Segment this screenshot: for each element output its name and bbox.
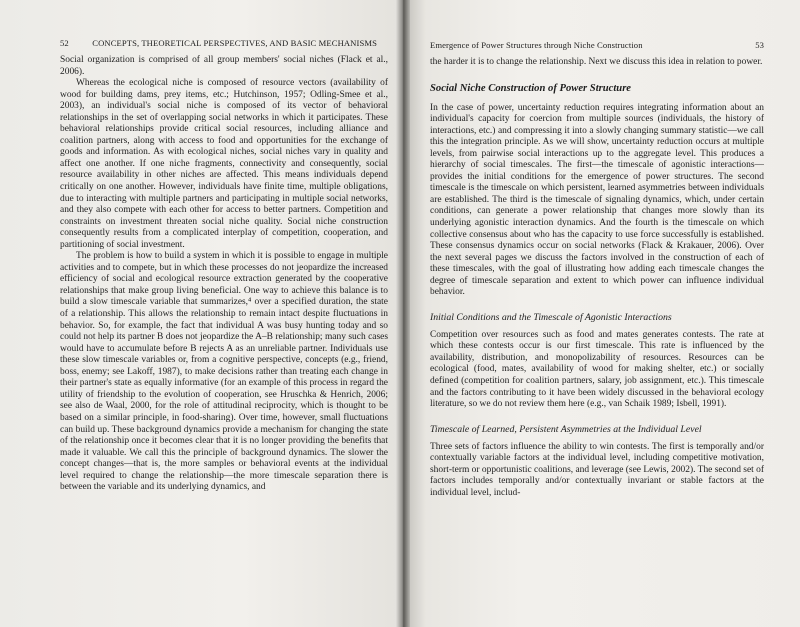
subsection-heading-1: Initial Conditions and the Timescale of Agonistic Interactions <box>430 311 672 323</box>
left-running-head: CONCEPTS, THEORETICAL PERSPECTIVES, AND BASIC MECHANISMS <box>92 38 377 48</box>
right-page <box>402 0 800 627</box>
right-continuation-paragraph: the harder it is to change the relationship. Next we discuss this idea in relation to power. <box>430 57 763 67</box>
section-heading: Social Niche Construction of Power Structure <box>430 82 632 94</box>
left-paragraph-1: Social organization is comprised of all group members' social niches (Flack et al., 2006). <box>60 55 388 77</box>
left-paragraph-2: Whereas the ecological niche is composed of resource vectors (availability of wood for building dams, prey items, etc.; Hutchinson, 1957; Odling-Smee et al., 2003), an individual's social niche is composed of its vector of behavioral relationships in the set of overlapping social networks in which it participates. These behavioral relationships provide critical social resources, including alliance and coalition partners, along with access to food and opportunities for the exchange of goods and information. As with ecological niches, social niches vary in quality and affect one another. If one niche fragments, connectivity and consequently, social resource availability in other niches are affected. This means individuals depend critically on one another. However, individuals have finite time, multiple obligations, due to interacting with multiple partners and participating in multiple social networks, and they also compete with each other for access to better partners. Competition and constraints on investment threaten social niche quality. Social niche construction consequently results from a complicated interplay of competition, cooperation, and partitioning of social investment. <box>60 78 388 250</box>
left-page-header <box>60 38 388 48</box>
left-paragraph-3: The problem is how to build a system in which it is possible to engage in multiple activities and to compete, but in which these processes do not jeopardize the increased efficiency of social and ecological resource extraction generated by the cooperative relationships that make group living beneficial. One way to achieve this balance is to build a slow timescale variable that summarizes,⁴ over a specified duration, the state of a relationship. This allows the relationship to remain intact despite fluctuations in behavior. So, for example, the fact that individual A was busy hunting today and so could not help its partner B does not jeopardize the A–B relationship; many such cases would have to accumulate before B rejects A as an unreliable partner. Individuals use these slow timescale variables or, from a cognitive perspective, concepts (e.g., friend, boss, enemy; see Lakoff, 1987), to make decisions rather than treating each change in their partner's state as equally informative (for an example of this process in regard the utility of friendship to the evolution of cooperation, see Hruschka & Henrich, 2006; see also de Waal, 2000, for the role of attitudinal reciprocity, which is thought to be based on a similar principle, in food-sharing). Over time, however, small fluctuations can build up. These background dynamics provide a mechanism for changing the state of the relationship once it becomes clear that it is no longer providing the benefits that made it valuable. We call this the principle of background dynamics. The slower the concept changes—that is, the more samples or behavioral events at the individual level required to change the relationship—the more timescale separation there is between the variable and its underlying dynamics, and <box>60 251 388 493</box>
subsection-paragraph-1: Competition over resources such as food and mates generates contests. The rate at which these contests occur is our first timescale. This rate is influenced by the availability, distribution, and monopolizability of resources. Resources can be ecological (food, mates, availability of wood for making shelter, etc.) or socially defined (competition for coalition partners, salary, job assignment, etc.). This timescale and the factors contributing to it have been widely discussed in the behavioral ecology literature, so we do not review them here (e.g., van Schaik 1989; Isbell, 1991). <box>430 329 764 410</box>
right-page-number: 53 <box>755 40 764 50</box>
subsection-paragraph-2: Three sets of factors influence the ability to win contests. The first is temporally and/or contextually variable factors at the individual level, including competitive motivation, short-term or opportunistic coalitions, and leverage (see Lewis, 2002). The second set of factors includes temporally and/or contextually invariant or stable factors at the individual level, includ- <box>430 441 764 498</box>
right-running-head: Emergence of Power Structures through Niche Construction <box>430 40 643 50</box>
left-page-number: 52 <box>60 38 69 48</box>
right-page-header <box>430 40 764 50</box>
section-paragraph: In the case of power, uncertainty reduction requires integrating information about an individual's capacity for coercion from multiple sources (individuals, the history of interactions, etc.) and compressing it into a slowly changing summary statistic—we call this the integration principle. As we will show, uncertainty reduction occurs at multiple levels, from pairwise social interactions up to the aggregate level. This produces a hierarchy of social timescales. The first—the timescale of agonistic interactions—provides the initial conditions for the emergence of power structures. The second timescale is the timescale on which persistent, learned asymmetries between individuals are established. The third is the timescale of signaling dynamics, which, under certain conditions, can generate a power relationship that changes more slowly than its underlying agonistic interaction dynamics. And the fourth is the timescale on which collective consensus about who has the capacity to use force successfully is established. These consensus dynamics occur on social networks (Flack & Krakauer, 2006). Over the next several pages we discuss the factors involved in the construction of each of these timescales, with the goal of illustrating how adding each timescale changes the degree of timescale separation and extent to which power can influence individual behavior. <box>430 102 764 298</box>
subsection-heading-2: Timescale of Learned, Persistent Asymmetries at the Individual Level <box>430 423 702 435</box>
book-gutter <box>396 0 410 627</box>
